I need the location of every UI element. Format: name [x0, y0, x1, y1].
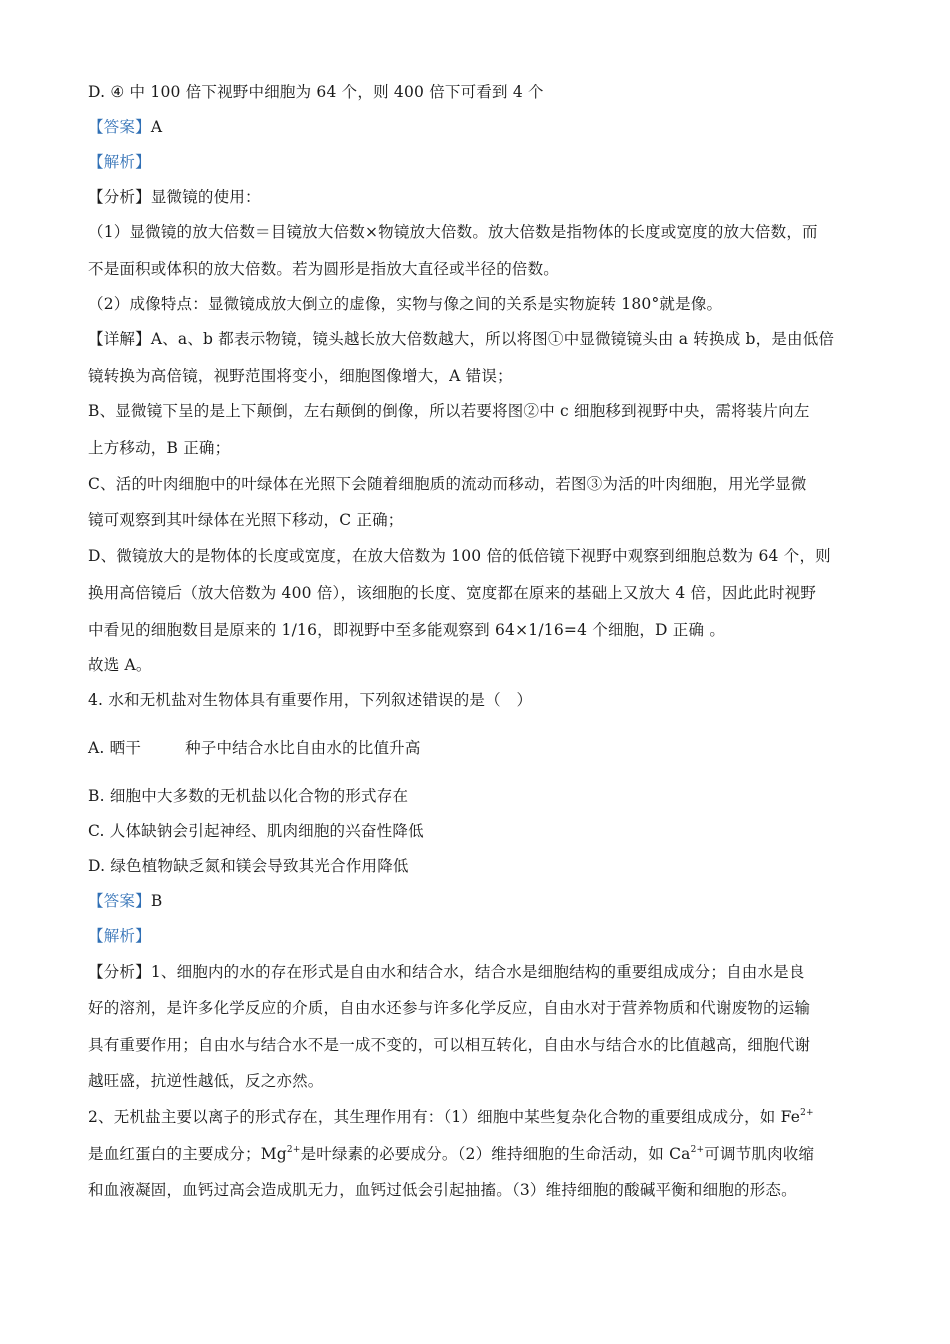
- salt-line2-text-a: 是血红蛋白的主要成分；Mg: [88, 1145, 287, 1163]
- option-a-label: A. 晒干: [88, 739, 142, 757]
- analysis-text: 显微镜的使用：: [150, 188, 261, 206]
- q4-stem: 4. 水和无机盐对生物体具有重要作用，下列叙述错误的是（ ）: [88, 691, 533, 709]
- detail-tag: 【详解】: [88, 330, 151, 348]
- salt-line2-text-b: 是叶绿素的必要成分。（2）维持细胞的生命活动，如 Ca: [300, 1145, 691, 1163]
- answer-value: A: [150, 118, 163, 136]
- answer-value: B: [150, 892, 163, 910]
- analysis-text: 1、细胞内的水的存在形式是自由水和结合水，结合水是细胞结构的重要组成成分；自由水是良: [150, 963, 805, 981]
- fe-charge: 2+: [800, 1108, 814, 1118]
- q3-point2: （2）成像特点：显微镜成放大倒立的虚像，实物与像之间的关系是实物旋转 180°就是像。: [88, 295, 723, 313]
- q4-salt-line3: 和血液凝固，血钙过高会造成肌无力，血钙过低会引起抽搐。（3）维持细胞的酸碱平衡和细胞的形态。: [88, 1181, 797, 1199]
- q4-analysis-line3: 具有重要作用；自由水与结合水不是一成不变的，可以相互转化，自由水与结合水的比值越高，细胞代谢: [88, 1036, 811, 1054]
- q3-point1-line1: （1）显微镜的放大倍数＝目镜放大倍数×物镜放大倍数。放大倍数是指物体的长度或宽度的放大倍数，而: [88, 223, 818, 241]
- q4-analysis-line2: 好的溶剂，是许多化学反应的介质，自由水还参与许多化学反应，自由水对于营养物质和代谢废物的运输: [88, 999, 811, 1017]
- q3-explain-tag: [88, 152, 151, 172]
- q3-detail-a-line1: [88, 329, 834, 349]
- q3-detail-a-line2: 镜转换为高倍镜，视野范围将变小，细胞图像增大，A 错误；: [88, 367, 513, 385]
- analysis-tag: 【分析】: [88, 188, 151, 206]
- q3-detail-d-line3: 中看见的细胞数目是原来的 1/16，即视野中至多能观察到 64×1/16=4 个细胞，D 正确 。: [88, 621, 726, 639]
- option-a-text: 种子中结合水比自由水的比值升高: [185, 739, 421, 757]
- q4-answer-line: [88, 891, 162, 911]
- q3-conclusion: 故选 A。: [88, 656, 152, 674]
- q3-detail-b-line1: B、显微镜下呈的是上下颠倒，左右颠倒的倒像，所以若要将图②中 c 细胞移到视野中央，需将装片向左: [88, 402, 810, 420]
- q3-answer-line: [88, 117, 162, 137]
- answer-tag: 【答案】: [88, 892, 151, 910]
- q4-salt-line1: [88, 1107, 814, 1127]
- q3-point1-line2: 不是面积或体积的放大倍数。若为圆形是指放大直径或半径的倍数。: [88, 260, 560, 278]
- salt-line1-text: 2、无机盐主要以离子的形式存在，其生理作用有：（1）细胞中某些复杂化合物的重要组成成分，如 Fe: [88, 1108, 801, 1126]
- q4-option-d: D. 绿色植物缺乏氮和镁会导致其光合作用降低: [88, 857, 409, 875]
- q4-explain-tag: [88, 926, 151, 946]
- salt-line2-text-c: 可调节肌肉收缩: [704, 1145, 815, 1163]
- ca-charge: 2+: [690, 1145, 705, 1155]
- explain-tag: 【解析】: [88, 153, 151, 171]
- q4-option-c: C. 人体缺钠会引起神经、肌肉细胞的兴奋性降低: [88, 822, 424, 840]
- q4-salt-line2: [88, 1144, 814, 1164]
- q4-option-b: B. 细胞中大多数的无机盐以化合物的形式存在: [88, 787, 409, 805]
- q3-detail-b-line2: 上方移动，B 正确；: [88, 439, 231, 457]
- q3-detail-c-line2: 镜可观察到其叶绿体在光照下移动，C 正确；: [88, 511, 404, 529]
- q3-detail-c-line1: C、活的叶肉细胞中的叶绿体在光照下会随着细胞质的流动而移动，若图③为活的叶肉细胞，用光学显微: [88, 475, 807, 493]
- analysis-tag: 【分析】: [88, 963, 151, 981]
- mg-charge: 2+: [286, 1145, 301, 1155]
- explain-tag: 【解析】: [88, 927, 151, 945]
- q4-analysis-line1: [88, 962, 805, 982]
- q3-analysis-line: [88, 187, 261, 207]
- detail-a-text: A、a、b 都表示物镜，镜头越长放大倍数越大，所以将图①中显微镜镜头由 a 转换成 b，是由低倍: [150, 330, 835, 348]
- q3-detail-d-line1: D、微镜放大的是物体的长度或宽度，在放大倍数为 100 倍的低倍镜下视野中观察到细胞总数为 64 个，则: [88, 547, 831, 565]
- q3-detail-d-line2: 换用高倍镜后（放大倍数为 400 倍），该细胞的长度、宽度都在原来的基础上又放大 4 倍，因此此时视野: [88, 584, 817, 602]
- answer-tag: 【答案】: [88, 118, 151, 136]
- q4-option-a: [88, 738, 421, 758]
- q3-option-d: D. ④ 中 100 倍下视野中细胞为 64 个，则 400 倍下可看到 4 个: [88, 83, 544, 101]
- q4-analysis-line4: 越旺盛，抗逆性越低，反之亦然。: [88, 1072, 324, 1090]
